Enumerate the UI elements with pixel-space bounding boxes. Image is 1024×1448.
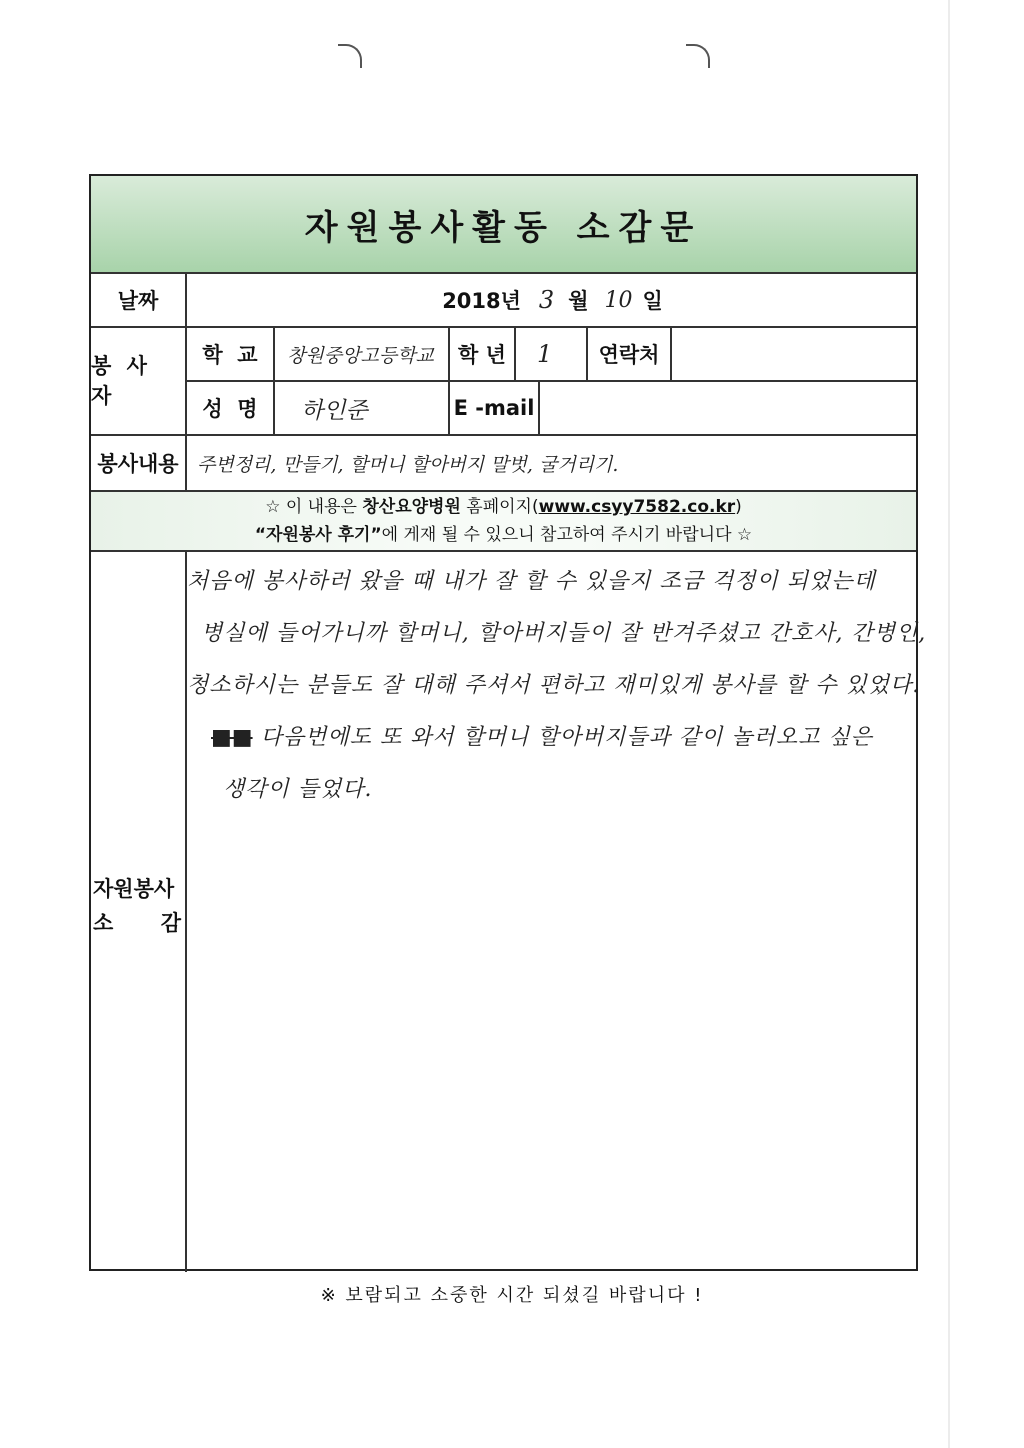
notice-review-title: “자원봉사 후기”	[254, 525, 382, 545]
notice-suffix: )	[735, 497, 742, 517]
page-edge-line	[948, 0, 950, 1448]
contact-label: 연락처	[598, 343, 660, 367]
punch-hole-mark-left	[338, 44, 362, 68]
divider	[514, 326, 516, 380]
service-label: 봉사내용	[97, 452, 179, 476]
email-value	[549, 382, 909, 434]
impression-text	[187, 556, 927, 816]
form-title: 자원봉사활동 소감문	[304, 207, 703, 248]
footer-message: ※ 보람되고 소중한 시간 되셨길 바랍니다 !	[320, 1285, 704, 1306]
divider	[538, 380, 540, 434]
notice-prefix: ☆ 이 내용은	[265, 497, 363, 517]
date-year: 2018년	[442, 289, 521, 313]
hospital-name: 창산요양병원	[362, 497, 461, 517]
name-value: 하인준	[301, 397, 368, 424]
date-month-value: 3	[538, 286, 555, 314]
punch-hole-mark-right	[686, 44, 710, 68]
school-value: 창원중앙고등학교	[287, 344, 434, 367]
impression-line	[187, 712, 902, 764]
notice-mid: 홈페이지(	[460, 497, 539, 517]
name-label: 성 명	[202, 397, 258, 421]
date-value	[187, 274, 918, 326]
date-month-unit: 월	[568, 289, 589, 313]
impression-label	[91, 866, 185, 946]
grade-label: 학 년	[458, 343, 506, 367]
notice-line-2	[255, 521, 752, 549]
impression-line: 생각이 들었다.	[223, 777, 373, 802]
notice-rest: 에 게재 될 수 있으니 참고하여 주시기 바랍니다 ☆	[381, 525, 753, 545]
email-label: E -mail	[453, 396, 535, 420]
divider	[91, 550, 916, 552]
impression-line: 처음에 봉사하러 왔을 때 내가 잘 할 수 있을지 조금 걱정이 되었는데	[187, 569, 876, 594]
impression-label-line-2: 소 감	[93, 911, 181, 935]
service-value: 주변정리, 만들기, 할머니 할아버지 말벗, 굴거리기.	[197, 453, 619, 476]
volunteer-label: 봉 사 자	[91, 354, 151, 408]
divider	[670, 326, 672, 380]
impression-label-line-1: 자원봉사	[93, 877, 175, 901]
impression-line: 병실에 들어가니까 할머니, 할아버지들이 잘 반겨주셨고 간호사, 간병인,	[201, 621, 927, 646]
date-label: 날짜	[117, 289, 159, 313]
contact-value	[681, 328, 911, 380]
impression-line: 청소하시는 분들도 잘 대해 주셔서 편하고 재미있게 봉사를 할 수 있었다.	[187, 673, 921, 698]
hospital-url-link[interactable]: www.csyy7582.co.kr	[538, 497, 736, 517]
school-label: 학 교	[202, 343, 258, 367]
date-day-unit: 일	[642, 289, 663, 313]
reflection-form	[89, 174, 927, 1271]
date-day-value: 10	[604, 287, 633, 313]
notice-line-1	[265, 493, 742, 521]
grade-value: 1	[537, 340, 553, 368]
impression-line-text: 다음번에도 또 와서 할머니 할아버지들과 같이 놀러오고 싶은	[260, 725, 873, 750]
crossed-out-word: ■■	[211, 725, 253, 750]
form-title-bar	[91, 176, 916, 272]
notice-box	[91, 492, 916, 550]
